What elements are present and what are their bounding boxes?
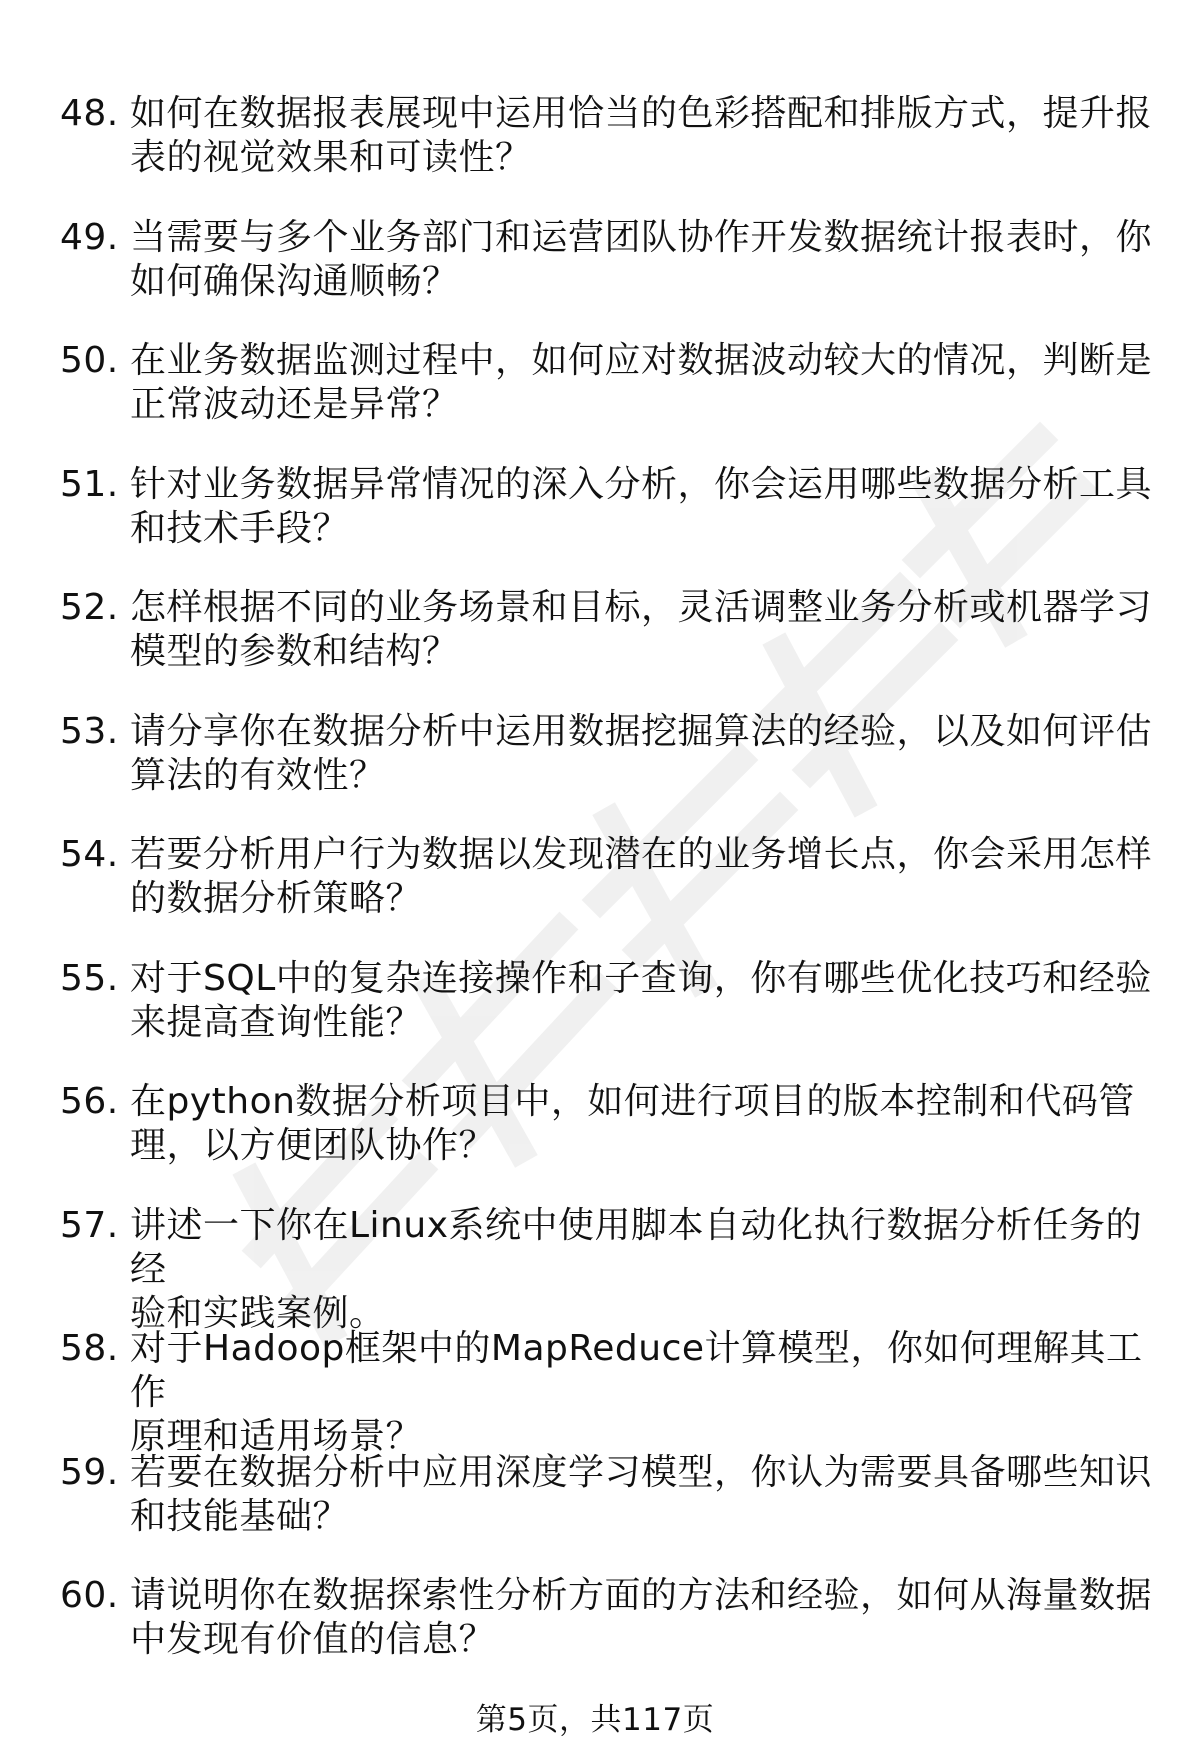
question-text: 在python数据分析项目中，如何进行项目的版本控制和代码管 理，以方便团队协作？ — [130, 1081, 1135, 1166]
question-text: 在业务数据监测过程中，如何应对数据波动较大的情况，判断是 正常波动还是异常？ — [130, 340, 1153, 425]
question-text: 请分享你在数据分析中运用数据挖掘算法的经验，以及如何评估 算法的有效性？ — [130, 710, 1153, 796]
question-number: 53. — [60, 710, 119, 752]
question-text: 若要分析用户行为数据以发现潜在的业务增长点，你会采用怎样 的数据分析策略？ — [130, 834, 1153, 919]
question-number: 51. — [60, 463, 119, 505]
question-item — [0, 1204, 1190, 1334]
question-item — [0, 833, 1190, 957]
question-item — [0, 339, 1190, 463]
question-text: 当需要与多个业务部门和运营团队协作开发数据统计报表时，你 如何确保沟通顺畅？ — [130, 216, 1153, 302]
question-list — [0, 92, 1190, 1698]
question-number: 57. — [60, 1204, 119, 1246]
question-text: 对于SQL中的复杂连接操作和子查询，你有哪些优化技巧和经验 来提高查询性能？ — [130, 957, 1152, 1043]
question-number: 50. — [60, 340, 119, 381]
question-text: 讲述一下你在Linux系统中使用脚本自动化执行数据分析任务的经 验和实践案例。 — [130, 1204, 1142, 1334]
question-item — [0, 1327, 1190, 1457]
question-number: 48. — [60, 93, 119, 134]
question-text: 如何在数据报表展现中运用恰当的色彩搭配和排版方式，提升报 表的视觉效果和可读性？ — [130, 93, 1153, 178]
question-number: 60. — [60, 1575, 119, 1616]
question-item — [0, 92, 1190, 216]
question-number: 56. — [60, 1081, 119, 1122]
question-item — [0, 1080, 1190, 1204]
page-indicator: 第5页，共117页 — [475, 1702, 715, 1738]
question-number: 49. — [60, 216, 119, 258]
question-item — [0, 957, 1190, 1081]
question-number: 58. — [60, 1328, 119, 1369]
question-item — [0, 1451, 1190, 1575]
question-text: 针对业务数据异常情况的深入分析，你会运用哪些数据分析工具 和技术手段？ — [130, 463, 1153, 549]
question-number: 59. — [60, 1451, 119, 1493]
question-text: 对于Hadoop框架中的MapReduce计算模型，你如何理解其工作 原理和适用场景？ — [130, 1328, 1143, 1457]
question-item — [0, 1574, 1190, 1698]
question-item — [0, 216, 1190, 340]
question-text: 请说明你在数据探索性分析方面的方法和经验，如何从海量数据 中发现有价值的信息？ — [130, 1575, 1153, 1660]
question-item — [0, 586, 1190, 710]
question-item — [0, 463, 1190, 587]
question-number: 54. — [60, 834, 119, 875]
question-item — [0, 710, 1190, 834]
question-number: 55. — [60, 957, 119, 999]
question-text: 怎样根据不同的业务场景和目标，灵活调整业务分析或机器学习 模型的参数和结构？ — [130, 587, 1153, 672]
question-number: 52. — [60, 587, 119, 628]
question-text: 若要在数据分析中应用深度学习模型，你认为需要具备哪些知识 和技能基础？ — [130, 1451, 1153, 1537]
